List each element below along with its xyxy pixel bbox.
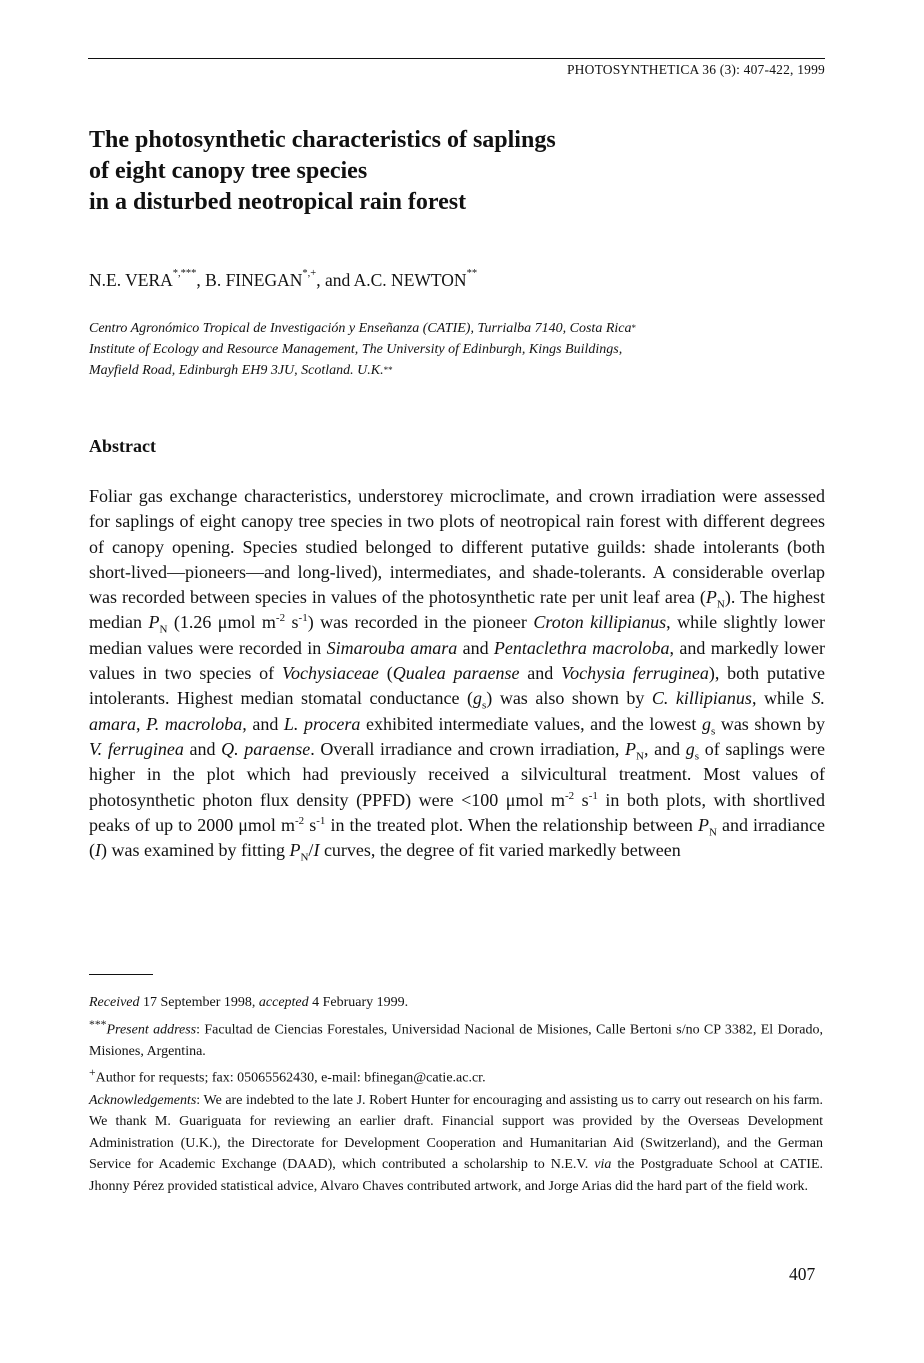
page-number: 407 bbox=[789, 1264, 816, 1284]
author-newton: A.C. NEWTON bbox=[353, 270, 467, 290]
footnotes bbox=[89, 992, 823, 1198]
author-newton-mark: ** bbox=[466, 268, 478, 279]
species-qualea: Qualea paraense bbox=[392, 663, 520, 684]
abstract-text: Foliar gas exchange characteristics, understorey microclimate, and crown irradiation were assessed for saplings of eight canopy tree species in two plots of neotropical rain forest with different degrees of canopy opening. Species studied belonged to different putative guilds: shade intolerants (both short-lived—pioneers—and long-lived), intermediates, and shade-tolerants. A considerable overlap was recorded between species in values of the photosynthetic rate per unit leaf area $(P_N)$. The highest median $P_N$ (1.26 μmol $m^{-2}$ $s^{-1}$) was recorded in the pioneer Croton killipianus, while slightly lower median values were recorded in Simarouba amara and Pentaclethra macroloba, and markedly lower values in two species of Vochysiaceae (Qualea paraense and Vochysia ferruginea), both putative intolerants. Highest median stomatal conductance $(g_s)$ was also shown by C. killipianus, while S. amara, P. macroloba, and L. procera exhibited intermediate values, and the lowest $g_s$ was shown by V. ferruginea and Q. paraense. Overall irradiance and crown irradiation, $P_N$, and $g_s$ of saplings were higher in the plot which had previously received a silvicultural treatment. Most values of photosynthetic photon flux density (PPFD) were <100 μmol $m^{-2}$ $s^{-1}$ in both plots, with shortlived peaks of up to 2000 μmol $m^{-2}$ $s^{-1}$ in the treated plot. When the relationship between $P_N$ and irradiance (I) was examined by fitting $P_N/I$ curves, the degree of fit varied markedly between bbox=[89, 486, 826, 864]
footnote-received: Received 17 September 1998, accepted 4 February 1999. bbox=[89, 995, 409, 1010]
family-vochysiaceae: Vochysiaceae bbox=[281, 663, 379, 684]
header-rule bbox=[88, 58, 825, 59]
author-vera: N.E. VERA bbox=[89, 270, 173, 290]
paper-title bbox=[89, 125, 789, 218]
title-line-2: of eight canopy tree species bbox=[89, 158, 368, 184]
abstract-heading: Abstract bbox=[89, 436, 156, 456]
running-head: PHOTOSYNTHETICA 36 (3): 407-422, 1999 bbox=[566, 62, 825, 77]
footnote-acknowledgements: Acknowledgements: We are indebted to the late J. Robert Hunter for encouraging and assisting us to carry out research on his farm. We thank M. Guariguata for reviewing an earlier draft. Financial support was provided by the Overseas Development Administration (U.K.), the Directorate for Development Cooperation and Humanitarian Aid (Switzerland), and the German Service for Academic Exchange (DAAD), which contributed a scholarship to N.E.V. via the Postgraduate School at CATIE. Jhonny Pérez provided statistical advice, Alvaro Chaves contributed artwork, and Jorge Arias did the hard part of the field work. bbox=[89, 1092, 824, 1195]
species-simarouba: Simarouba amara bbox=[326, 637, 458, 658]
title-line-1: The photosynthetic characteristics of saplings bbox=[89, 127, 556, 153]
affiliation-edinburgh-1: Institute of Ecology and Resource Management, The University of Edinburgh, Kings Buildings, bbox=[89, 342, 623, 357]
author-finegan: B. FINEGAN bbox=[205, 270, 303, 290]
author-list: N.E. VERA*,***, B. FINEGAN*,+, and A.C. NEWTON** bbox=[89, 268, 478, 290]
author-vera-mark: *,*** bbox=[172, 268, 197, 279]
title-line-3: in a disturbed neotropical rain forest bbox=[89, 189, 467, 215]
species-vochysia: Vochysia ferruginea bbox=[561, 663, 709, 684]
species-pentaclethra: Pentaclethra macroloba bbox=[493, 637, 670, 658]
author-finegan-mark: *,+ bbox=[302, 268, 317, 279]
affiliation-edinburgh-2: Mayfield Road, Edinburgh EH9 3JU, Scotland. U.K.** bbox=[89, 363, 393, 378]
affiliations bbox=[89, 318, 829, 381]
affiliation-catie: Centro Agronómico Tropical de Investigación y Enseñanza (CATIE), Turrialba 7140, Costa Rica* bbox=[89, 321, 636, 336]
footnote-author-requests: +Author for requests; fax: 05065562430, e-mail: bfinegan@catie.ac.cr. bbox=[89, 1066, 486, 1087]
footnote-rule bbox=[89, 974, 153, 975]
footnote-present-address: ***Present address: Facultad de Ciencias Forestales, Universidad Nacional de Misiones, Calle Bertoni s/no CP 3382, El Dorado, Misiones, Argentina. bbox=[89, 1017, 823, 1059]
species-croton: Croton killipianus bbox=[533, 612, 667, 633]
